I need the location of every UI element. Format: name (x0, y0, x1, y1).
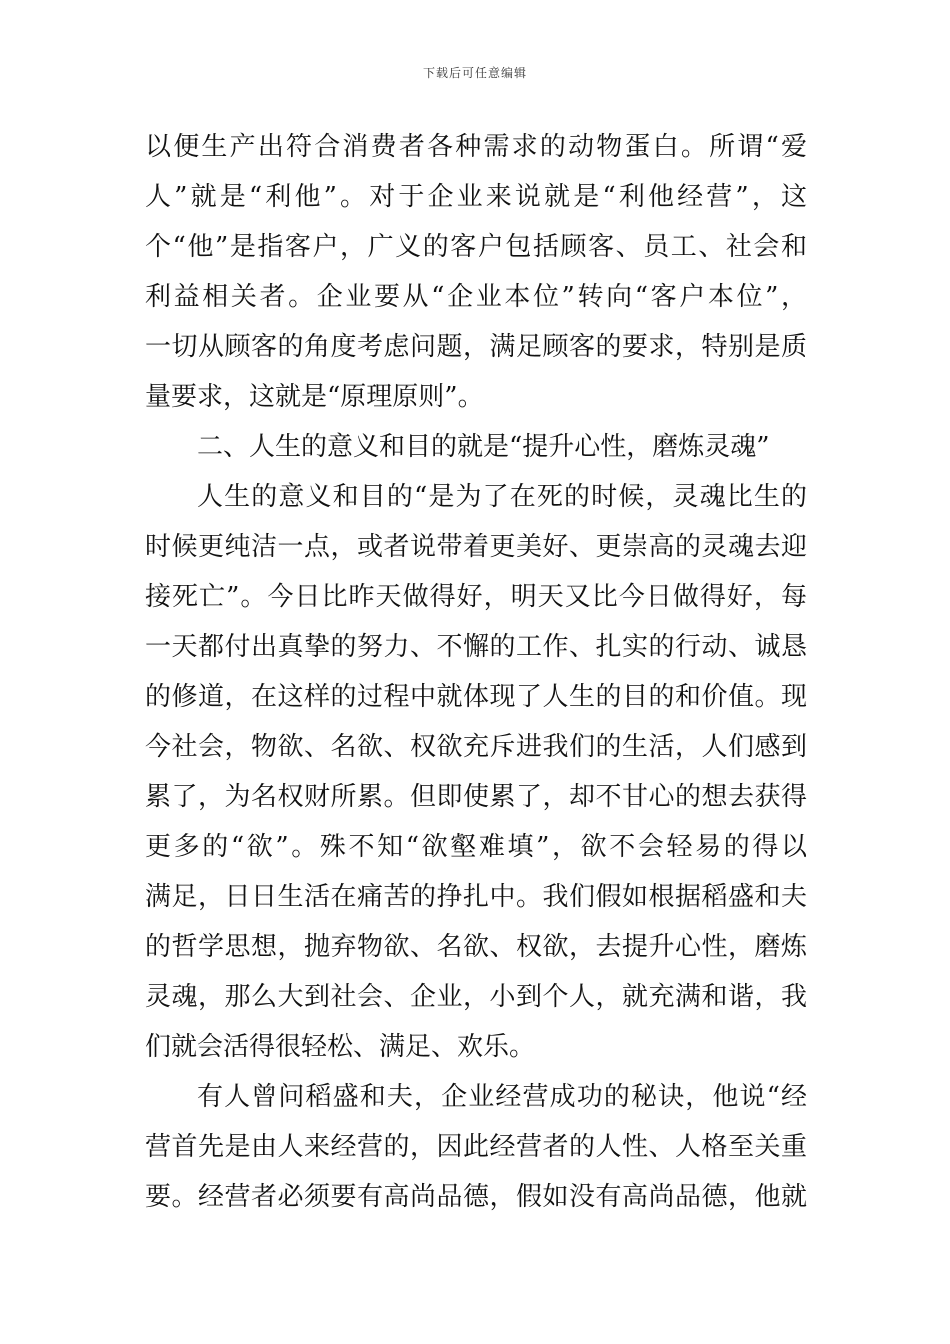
text-line: 营首先是由人来经营的，因此经营者的人性、人格至关重 (145, 1132, 807, 1162)
text-line: 一天都付出真挚的努力、不懈的工作、扎实的行动、诚恳 (145, 632, 807, 662)
text-line: 们就会活得很轻松、满足、欢乐。 (145, 1032, 536, 1062)
text-line: 要。经营者必须要有高尚品德，假如没有高尚品德，他就 (145, 1182, 807, 1212)
text-line: 接死亡”。今日比昨天做得好，明天又比今日做得好，每 (145, 582, 807, 612)
text-line: 的修道，在这样的过程中就体现了人生的目的和价值。现 (145, 682, 807, 712)
text-line: 时候更纯洁一点，或者说带着更美好、更崇高的灵魂去迎 (145, 532, 807, 562)
text-line: 累了，为名权财所累。但即使累了，却不甘心的想去获得 (145, 782, 807, 812)
text-line: 利益相关者。企业要从“企业本位”转向“客户本位”， (145, 282, 807, 312)
section-heading: 二、人生的意义和目的就是“提升心性，磨炼灵魂” (197, 432, 770, 462)
text-line: 的哲学思想，抛弃物欲、名欲、权欲，去提升心性，磨炼 (145, 932, 807, 962)
document-body (145, 122, 807, 1222)
text-line: 量要求，这就是“原理原则”。 (145, 382, 484, 412)
text-line: 满足，日日生活在痛苦的挣扎中。我们假如根据稻盛和夫 (145, 882, 807, 912)
text-line: 人”就是“利他”。对于企业来说就是“利他经营”，这 (145, 182, 807, 212)
text-line: 更多的“欲”。殊不知“欲壑难填”，欲不会轻易的得以 (145, 832, 807, 862)
text-line: 个“他”是指客户，广义的客户包括顾客、员工、社会和 (145, 232, 807, 262)
paragraph-first-line: 有人曾问稻盛和夫，企业经营成功的秘诀，他说“经 (197, 1082, 807, 1112)
text-line: 今社会，物欲、名欲、权欲充斥进我们的生活，人们感到 (145, 732, 807, 762)
text-line: 以便生产出符合消费者各种需求的动物蛋白。所谓“爱 (145, 132, 807, 162)
text-line: 灵魂，那么大到社会、企业，小到个人，就充满和谐，我 (145, 982, 807, 1012)
page-header: 下载后可任意编辑 (422, 66, 527, 80)
paragraph-first-line: 人生的意义和目的“是为了在死的时候，灵魂比生的 (197, 482, 807, 512)
text-line: 一切从顾客的角度考虑问题，满足顾客的要求，特别是质 (145, 332, 807, 362)
